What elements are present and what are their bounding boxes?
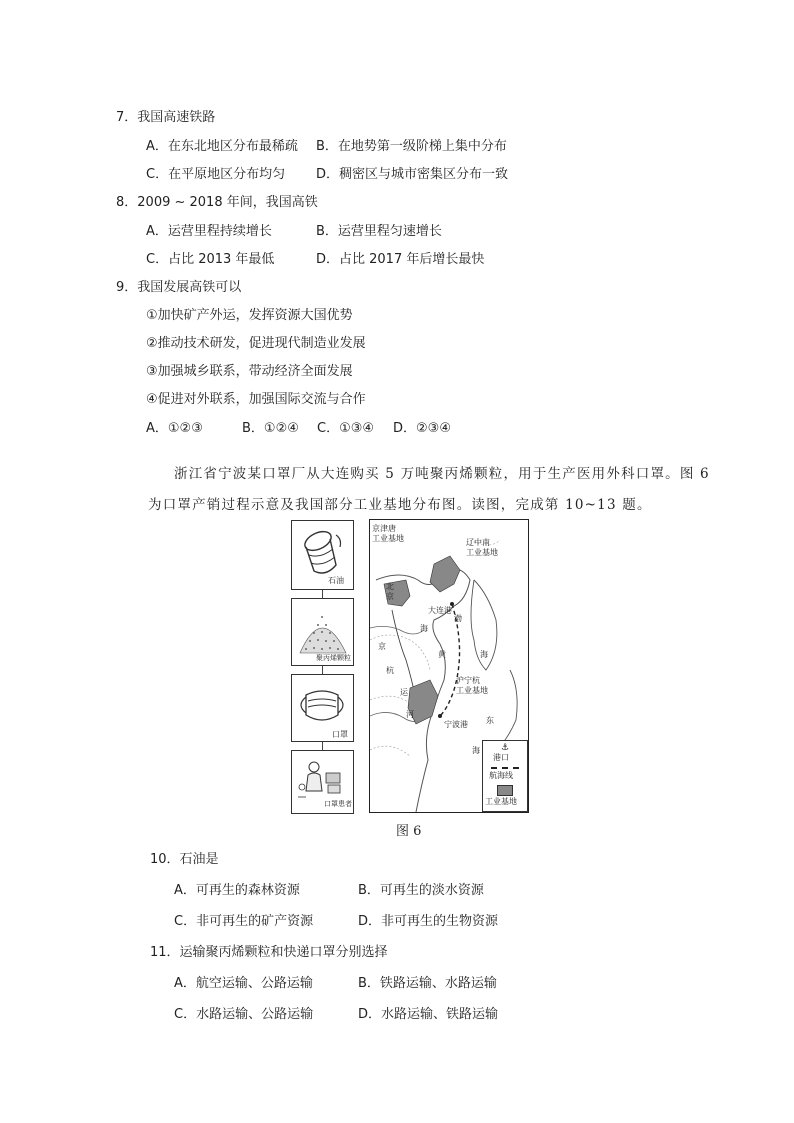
q10-option-b: B．可再生的淡水资源 [358,883,484,898]
label-hai-1: 海 [420,624,428,633]
q7-option-a: A．在东北地区分布最稀疏 [146,139,298,154]
label-beijing: 北 京 [386,582,394,601]
legend-route: 航海线 [489,771,513,780]
label-lzn-base: 辽中南 工业基地 [466,538,498,557]
label-dalian-port: 大连港 [428,606,452,615]
label-dong: 东 [486,716,494,725]
q10-option-d: D．非可再生的生物资源 [358,914,499,929]
step-oil-label: 石油 [328,576,344,585]
step-oil [291,520,354,590]
step-granules [291,598,354,666]
q9-statement-2: ②推动技术研发，促进现代制造业发展 [146,336,366,351]
passage-line-2: 为口罩产销过程示意及我国部分工业基地分布图。读图，完成第 10~13 题。 [148,497,652,513]
step-patients [291,750,354,814]
q9-stem: 9．我国发展高铁可以 [116,280,242,295]
figure-caption: 图 6 [396,824,422,839]
label-jjt-base: 京津唐 工业基地 [372,524,404,543]
q9-statement-4: ④促进对外联系，加强国际交流与合作 [146,392,366,407]
label-hnh-base: 沪宁杭 工业基地 [456,676,488,695]
label-hai-3: 海 [472,746,480,755]
label-hai-2: 海 [480,650,488,659]
legend-base: 工业基地 [485,797,517,806]
q7-option-c: C．在平原地区分布均匀 [146,167,286,182]
legend-port: 港口 [493,753,509,762]
q11-option-a: A．航空运输、公路运输 [174,976,313,991]
dashed-line-icon [491,767,519,769]
label-he: 河 [406,710,414,719]
label-yun: 运 [400,688,408,697]
q10-option-a: A．可再生的森林资源 [174,883,300,898]
anchor-icon: ⚓ [501,743,510,753]
step-granules-label: 聚丙烯颗粒 [316,654,351,662]
industrial-base-map [369,519,529,813]
q7-stem: 7．我国高速铁路 [116,110,216,125]
q10-stem: 10．石油是 [150,852,219,867]
step-mask-label: 口罩 [332,730,348,739]
map-legend [482,740,528,812]
step-patients-label: 口罩患者 [324,800,352,808]
q9-choice-b: B．①②④ [242,421,299,436]
label-hang: 杭 [386,666,394,675]
q11-stem: 11．运输聚丙烯颗粒和快递口罩分别选择 [150,945,388,960]
q11-option-c: C．水路运输、公路运输 [174,1007,314,1022]
label-jing: 京 [378,642,386,651]
q7-option-b: B．在地势第一级阶梯上集中分布 [316,139,507,154]
q11-option-d: D．水路运输、铁路运输 [358,1007,499,1022]
q9-statement-3: ③加强城乡联系，带动经济全面发展 [146,364,353,379]
label-huang: 黄 [438,650,446,659]
q10-option-c: C．非可再生的矿产资源 [174,914,314,929]
q8-stem: 8．2009 ~ 2018 年间，我国高铁 [116,195,318,210]
passage-line-1: 浙江省宁波某口罩厂从大连购买 5 万吨聚丙烯颗粒，用于生产医用外科口罩。图 6 [174,466,710,482]
q8-option-b: B．运营里程匀速增长 [316,224,442,239]
step-mask [291,674,354,742]
q11-option-b: B．铁路运输、水路运输 [358,976,497,991]
q7-option-d: D．稠密区与城市密集区分布一致 [316,167,509,182]
label-ningbo-port: 宁波港 [444,720,468,729]
q9-choice-a: A．①②③ [146,421,203,436]
q9-choice-d: D．②③④ [393,421,451,436]
industrial-base-swatch-icon [497,785,513,796]
q9-choice-c: C．①③④ [317,421,375,436]
q9-statement-1: ①加快矿产外运，发挥资源大国优势 [146,308,353,323]
q8-option-c: C．占比 2013 年最低 [146,252,275,267]
label-bo: 渤 [454,614,462,623]
q8-option-d: D．占比 2017 年后增长最快 [316,252,485,267]
q8-option-a: A．运营里程持续增长 [146,224,272,239]
